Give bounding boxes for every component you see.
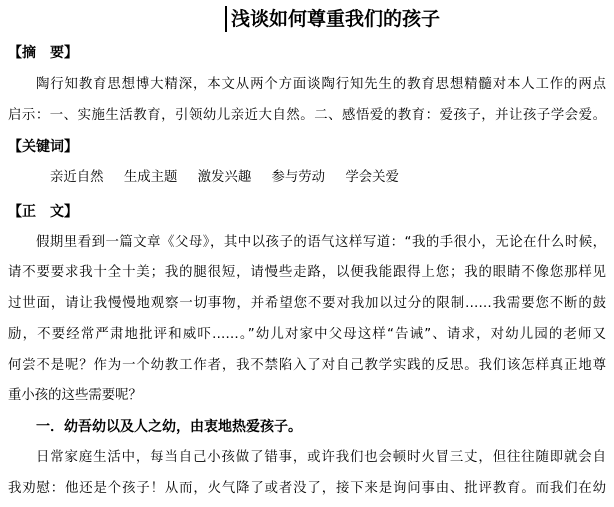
abstract-heading: 【摘 要】 <box>8 45 78 61</box>
keyword: 学会关爱 <box>345 170 399 185</box>
body-line: 我劝慰：他还是个孩子！从而，火气降了或者没了，接下来是询问事由、批评教育。而我们在幼 <box>8 481 606 496</box>
keyword: 生成主题 <box>123 170 178 185</box>
body-line: 过世面，请让我慢慢地观察一切事物，并希望您不要对我加以过分的限制……我需要您不断的鼓 <box>8 296 606 311</box>
body-line: 励，不要经常严肃地批评和威吓……。”幼儿对家中父母这样“告诫”、请求，对幼儿园的老师又 <box>8 327 606 342</box>
body-heading: 【正 文】 <box>8 204 78 220</box>
body-line: 请不要要求我十全十美；我的腿很短，请慢些走路，以便我能跟得上您；我的眼睛不像您那样见 <box>8 265 606 280</box>
body-line: 日常家庭生活中，每当自己小孩做了错事，或许我们也会顿时火冒三丈，但往往随即就会自 <box>36 450 606 465</box>
body-line: 重小孩的这些需要呢？ <box>8 388 142 403</box>
title-cursor-bar <box>225 6 227 32</box>
keyword: 激发兴趣 <box>197 170 252 185</box>
keyword: 亲近自然 <box>50 170 104 185</box>
document-title: 浅谈如何尊重我们的孩子 <box>231 8 441 30</box>
abstract-line: 启示：一、实施生活教育，引领幼儿亲近大自然。二、感悟爱的教育：爱孩子，并让孩子学会爱。 <box>8 108 606 123</box>
abstract-line: 陶行知教育思想博大精深，本文从两个方面谈陶行知先生的教育思想精髓对本人工作的两点 <box>36 77 606 92</box>
keyword: 参与劳动 <box>271 170 326 185</box>
keywords-heading: 【关键词】 <box>8 139 78 155</box>
body-line: 何尝不是呢？作为一个幼教工作者，我不禁陷入了对自己教学实践的反思。我们该怎样真正地尊 <box>8 358 606 373</box>
section-subheading: 一．幼吾幼以及人之幼，由衷地热爱孩子。 <box>36 419 302 435</box>
body-line: 假期里看到一篇文章《父母》，其中以孩子的语气这样写道：“我的手很小，无论在什么时候， <box>36 235 606 250</box>
keywords-list <box>50 169 415 187</box>
